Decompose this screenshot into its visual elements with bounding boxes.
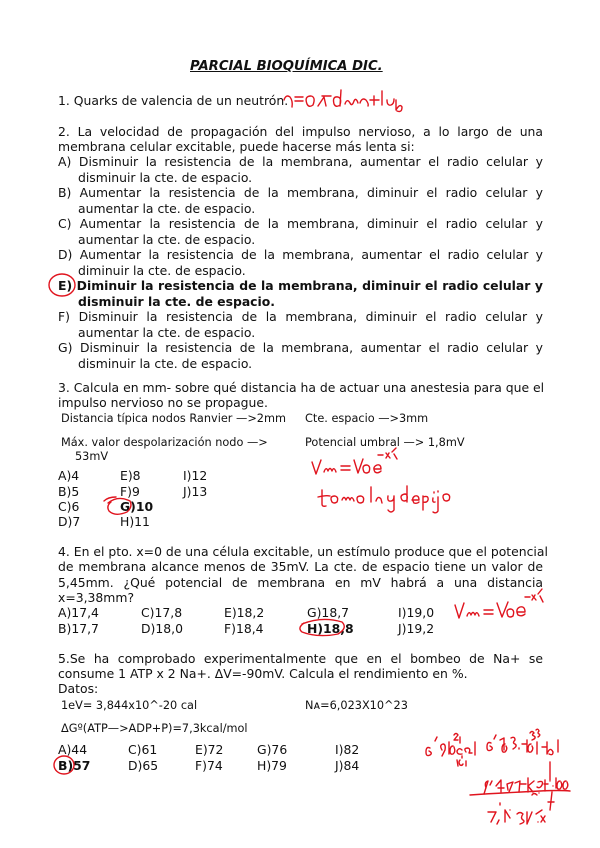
- question-3-stem-line-1: 3. Calcula en mm- sobre qué distancia ha de actuar una anestesia para que el: [58, 380, 545, 395]
- question-5-option: I)82: [335, 742, 360, 757]
- q5-handwritten-calculation: [426, 729, 570, 824]
- q1-handwritten-answer: [284, 90, 402, 112]
- question-2-option-a-line-2: disminuir la cte. de espacio.: [78, 170, 253, 185]
- question-1-text: 1. Quarks de valencia de un neutrón.: [58, 93, 289, 108]
- question-3-option: E)8: [120, 468, 141, 483]
- question-5-datos-label: Datos:: [58, 681, 99, 696]
- question-3-data-max-depolarization: Máx. valor despolarización nodo —>: [61, 436, 268, 449]
- question-2-option-d-line-1: D) Aumentar la resistencia de la membrana, aumentar el radio celular y: [58, 247, 543, 262]
- question-4-option: D)18,0: [141, 621, 183, 636]
- question-4-option-selected: H)18,8: [307, 621, 354, 636]
- question-3-option: D)7: [58, 514, 81, 529]
- question-3-data-ranvier: Distancia típica nodos Ranvier —>2mm: [61, 412, 286, 425]
- question-5-option: C)61: [128, 742, 158, 757]
- question-2-option-c-line-2: aumentar la cte. de espacio.: [78, 232, 256, 247]
- question-3-option: F)9: [120, 484, 140, 499]
- question-5-stem-line-2: consume 1 ATP x 2 Na+. ΔV=-90mV. Calcula el rendimiento en %.: [58, 666, 468, 681]
- question-2-option-g-line-2: disminuir la cte. de espacio.: [78, 356, 253, 371]
- question-5-stem-line-1: 5.Se ha comprobado experimentalmente que en el bombeo de Na+ se: [58, 651, 543, 666]
- question-3-option: I)12: [183, 468, 208, 483]
- question-3-option: B)5: [58, 484, 80, 499]
- question-3-data-max-depolarization-value: 53mV: [75, 450, 109, 463]
- question-3-option: J)13: [183, 484, 208, 499]
- question-4-option: I)19,0: [398, 605, 435, 620]
- question-4-option: J)19,2: [398, 621, 435, 636]
- question-5-option: J)84: [335, 758, 360, 773]
- question-4-option: F)18,4: [224, 621, 264, 636]
- question-5-option: A)44: [58, 742, 88, 757]
- question-2-option-b-line-1: B) Aumentar la resistencia de la membrana, diminuir el radio celular y: [58, 185, 543, 200]
- question-4-stem-line-3: 5,45mm. ¿Qué potencial de membrana en mV habrá a una distancia: [58, 575, 543, 590]
- q4-handwritten-formula: [455, 589, 543, 618]
- question-5-option: H)79: [257, 758, 287, 773]
- question-5-option-selected: B)57: [58, 758, 91, 773]
- question-4-stem-line-2: de membrana alcance menos de 35mV. La cte. de espacio tiene un valor de: [58, 559, 543, 574]
- question-2-option-c-line-1: C) Aumentar la resistencia de la membrana, diminuir el radio celular y: [58, 216, 543, 231]
- question-3-option: C)6: [58, 499, 80, 514]
- question-2-stem-line-1: 2. La velocidad de propagación del impulso nervioso, a lo largo de una: [58, 124, 543, 139]
- question-3-option-selected: G)10: [120, 499, 154, 514]
- q3-handwritten-note: [318, 486, 450, 513]
- question-5-option: F)74: [195, 758, 223, 773]
- question-3-option: H)11: [120, 514, 150, 529]
- question-4-stem-line-4: x=3,38mm?: [58, 590, 135, 605]
- question-2-option-f-line-2: aumentar la cte. de espacio.: [78, 325, 256, 340]
- question-3-data-threshold: Potencial umbral —> 1,8mV: [305, 436, 465, 449]
- question-4-option: B)17,7: [58, 621, 99, 636]
- question-3-option: A)4: [58, 468, 80, 483]
- question-2-option-e-line-1: E) Diminuir la resistencia de la membrana, diminuir el radio celular y: [58, 278, 543, 293]
- question-4-option: G)18,7: [307, 605, 350, 620]
- question-5-data-avogadro: Nᴀ=6,023X10^23: [305, 699, 408, 712]
- question-2-stem-line-2: membrana celular excitable, puede hacerse más lenta si:: [58, 139, 415, 154]
- question-2-option-f-line-1: F) Disminuir la resistencia de la membrana, diminuir el radio celular y: [58, 309, 543, 324]
- question-2-option-g-line-1: G) Disminuir la resistencia de la membrana, aumentar el radio celular y: [58, 340, 543, 355]
- question-3-data-space-constant: Cte. espacio —>3mm: [305, 412, 429, 425]
- question-4-option: C)17,8: [141, 605, 183, 620]
- question-5-option: G)76: [257, 742, 288, 757]
- page-title: PARCIAL BIOQUÍMICA DIC.: [190, 59, 383, 74]
- question-4-option: A)17,4: [58, 605, 99, 620]
- q3-handwritten-formula: [312, 448, 397, 474]
- question-5-option: E)72: [195, 742, 224, 757]
- question-4-stem-line-1: 4. En el pto. x=0 de una célula excitable, un estímulo produce que el potencial: [58, 544, 548, 559]
- question-5-option: D)65: [128, 758, 159, 773]
- question-5-data-ev: 1eV= 3,844x10^-20 cal: [61, 699, 198, 712]
- question-5-data-atp: ΔGº(ATP—>ADP+P)=7,3kcal/mol: [61, 722, 248, 735]
- question-2-option-d-line-2: diminuir la cte. de espacio.: [78, 263, 246, 278]
- question-2-option-b-line-2: aumentar la cte. de espacio.: [78, 201, 256, 216]
- question-3-stem-line-2: impulso nervioso no se propague.: [58, 395, 268, 410]
- question-2-option-a-line-1: A) Disminuir la resistencia de la membrana, aumentar el radio celular y: [58, 154, 543, 169]
- question-2-option-e-line-2: disminuir la cte. de espacio.: [78, 294, 275, 309]
- question-4-option: E)18,2: [224, 605, 265, 620]
